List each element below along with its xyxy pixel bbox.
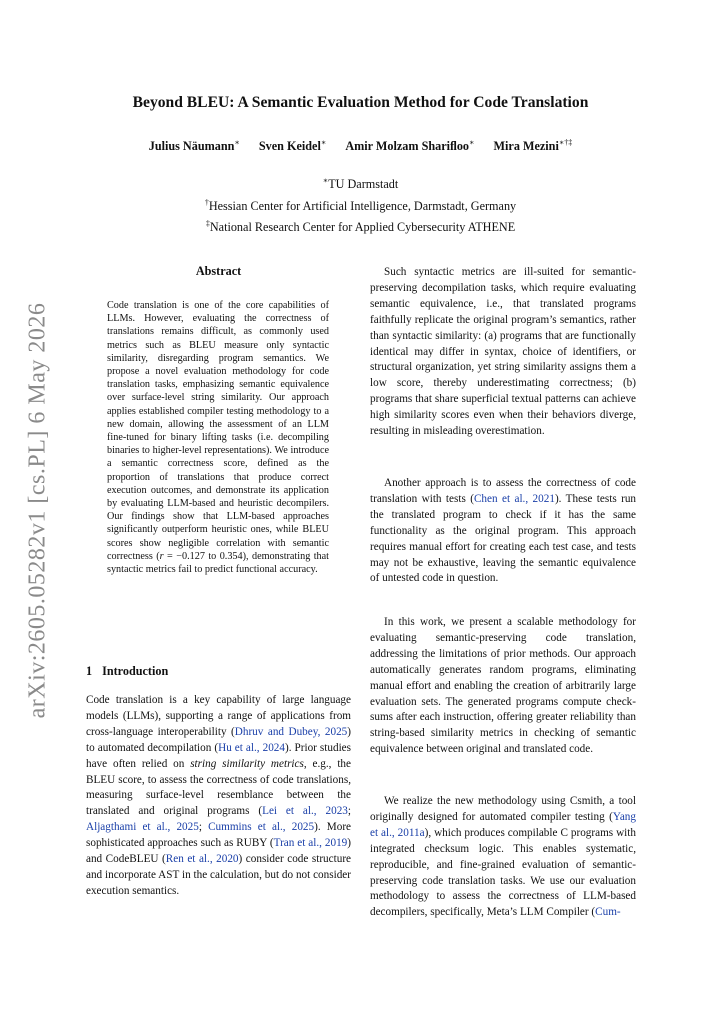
author	[259, 139, 326, 153]
affiliation	[80, 215, 641, 237]
affiliation-text: Hessian Center for Artificial Intelligence, Darmstadt, Germany	[208, 198, 517, 213]
abstract-heading: Abstract	[195, 264, 242, 278]
author-affiliation-mark: ∗†‡	[558, 138, 573, 147]
citation-separator: ;	[198, 821, 209, 834]
right-column-paragraph: In this work, we present a scalable methodology for evaluating semantic-preserving code translation, addressing the limitations of prior methods. Our approach automatically generates random programs, eliminating manual effort and enabling the creation of arbitrarily large evaluation sets. The generated programs compute check-sums after each instruction, offering greater reliability than string-based similarity metrics in checking of semantic equivalence between original and translated code.	[370, 616, 636, 756]
citation-link[interactable]: Yang et al., 2011a	[370, 810, 636, 839]
affiliation-text: TU Darmstadt	[328, 177, 399, 192]
correlation-symbol: r	[159, 550, 164, 562]
author-name: Mira Mezini	[493, 139, 559, 154]
citation-link[interactable]: Lei et al., 2023	[262, 805, 348, 818]
section-title: Introduction	[102, 664, 169, 678]
right-column-paragraph: Such syntactic metrics are ill-suited for semantic-preserving decompilation tasks, which require evaluating semantic equivalence, i.e., that translated programs faithfully replicate the original program’s semantics, rather than syntactic similarity: (a) programs that are functionally identical may differ in syntax, choice of identifiers, or structural organization, yet string similarity assigns them a low score, thereby underestimating correctness; (b) programs that share superficial textual patterns can achieve high similarity scores even when their behaviors diverge, resulting in misleading overestimation.	[370, 266, 636, 438]
paragraph-text: ). More sophisticated approaches such as RUBY (	[86, 821, 352, 850]
author-list	[80, 138, 641, 154]
paragraph-text: ). These tests run the translated program to check if it has the same functionality as the original program. This approach requires manual effort for creating each test case, and tests may not be exhaustive, leaving the semantic equivalence of untested code in question.	[370, 492, 637, 585]
author-name: Sven Keidel	[258, 139, 321, 154]
right-column-paragraph	[370, 476, 636, 587]
introduction-heading	[86, 664, 351, 679]
author-name: Amir Molzam Shariﬂoo	[345, 139, 470, 154]
author-name: Julius Näumann	[148, 139, 235, 154]
paragraph-text: Code translation is a key capability of large language models (LLMs), supporting a range of applications from cross-language interoperability (	[86, 694, 351, 738]
right-column-paragraph	[370, 794, 636, 921]
author	[149, 139, 240, 153]
introduction-paragraph	[86, 693, 351, 900]
affiliation-mark: ∗	[322, 176, 329, 185]
emphasized-term: string similarity metrics	[190, 757, 304, 770]
paper-title: Beyond BLEU: A Semantic Evaluation Method for Code Translation	[132, 94, 589, 111]
citation-link[interactable]: Dhruv and Dubey, 2025	[234, 725, 348, 738]
citation-link[interactable]: Cummins et al., 2025	[208, 821, 315, 834]
affiliation-list	[80, 172, 641, 237]
paragraph-text: , e.g., the BLEU score, to assess the correctness of code translations, measuring surface-level resemblance between the translated and original programs (	[86, 757, 351, 818]
affiliation-mark: †	[204, 197, 209, 207]
abstract-text-part: = −0.127 to 0.354), demonstrating that syntactic metrics fail to predict functional accuracy.	[107, 550, 329, 576]
author-affiliation-mark: ∗	[320, 138, 327, 147]
arxiv-identifier-stamp	[18, 300, 58, 720]
affiliation-mark: ‡	[205, 219, 210, 229]
citation-link[interactable]: Aljagthami et al., 2025	[86, 821, 199, 834]
citation-separator: ;	[347, 805, 352, 818]
paragraph-text: ) consider code structure and incorporate AST in the calculation, but do not consider execution semantics.	[86, 853, 352, 897]
author-affiliation-mark: ∗	[234, 138, 240, 147]
abstract-text	[107, 299, 329, 576]
affiliation	[80, 172, 641, 194]
affiliation	[80, 194, 641, 216]
citation-link[interactable]: Ren et al., 2020	[165, 853, 239, 866]
paragraph-text: ) and CodeBLEU (	[86, 837, 352, 866]
author	[494, 139, 573, 153]
author	[345, 139, 474, 153]
affiliation-text: National Research Center for Applied Cybersecurity ATHENE	[209, 220, 516, 235]
paragraph-text: ), which produces compilable C programs with integrated checksum logic. This enables systematic, reproducible, and fine-grained evaluation of semantic-preserving code translation tasks. We use our evaluation methodology to assess the correctness of LLM-based decompilers, specifically, Meta’s LLM Compiler (	[370, 826, 636, 919]
citation-link[interactable]: Hu et al., 2024	[218, 741, 285, 754]
citation-link[interactable]: Tran et al., 2019	[273, 837, 348, 850]
arxiv-identifier-text: arXiv:2605.05282v1 [cs.PL] 6 May 2026	[24, 302, 51, 718]
paragraph-text: Another approach is to assess the correctness of code translation with tests (	[370, 477, 636, 505]
paragraph-text: ) to automated decompilation (	[86, 725, 351, 754]
citation-link[interactable]: Chen et al., 2021	[473, 492, 555, 505]
paragraph-text: ). Prior studies have often relied on	[86, 741, 352, 770]
paragraph-text: We realize the new methodology using Csmith, a tool originally designed for automated compiler testing (	[370, 795, 636, 823]
citation-link[interactable]: Cum-	[595, 906, 621, 919]
author-affiliation-mark: ∗	[469, 138, 475, 147]
section-number: 1	[86, 664, 93, 678]
abstract-text-part: Code translation is one of the core capabilities of LLMs. However, evaluating the correctness of translations remains difficult, as commonly used metrics such as BLEU measure only syntactic similarity, disregarding program semantics. We propose a novel evaluation methodology for code translation tasks, emphasizing semantic equivalence over surface-level string similarity. Our approach applies established compiler testing methodology to a new domain, allowing the assessment of an LLM fine-tuned for binary lifting tasks (i.e. decompiling binaries to higher-level representations). We introduce a semantic correctness score, defined as the proportion of translations that produce correct execution outcomes, and demonstrate its application by evaluating LLM-based and heuristic decompilers. Our findings show that LLM-based approaches significantly outperform heuristic ones, while BLEU scores show negligible correlation with semantic correctness (	[107, 300, 329, 562]
